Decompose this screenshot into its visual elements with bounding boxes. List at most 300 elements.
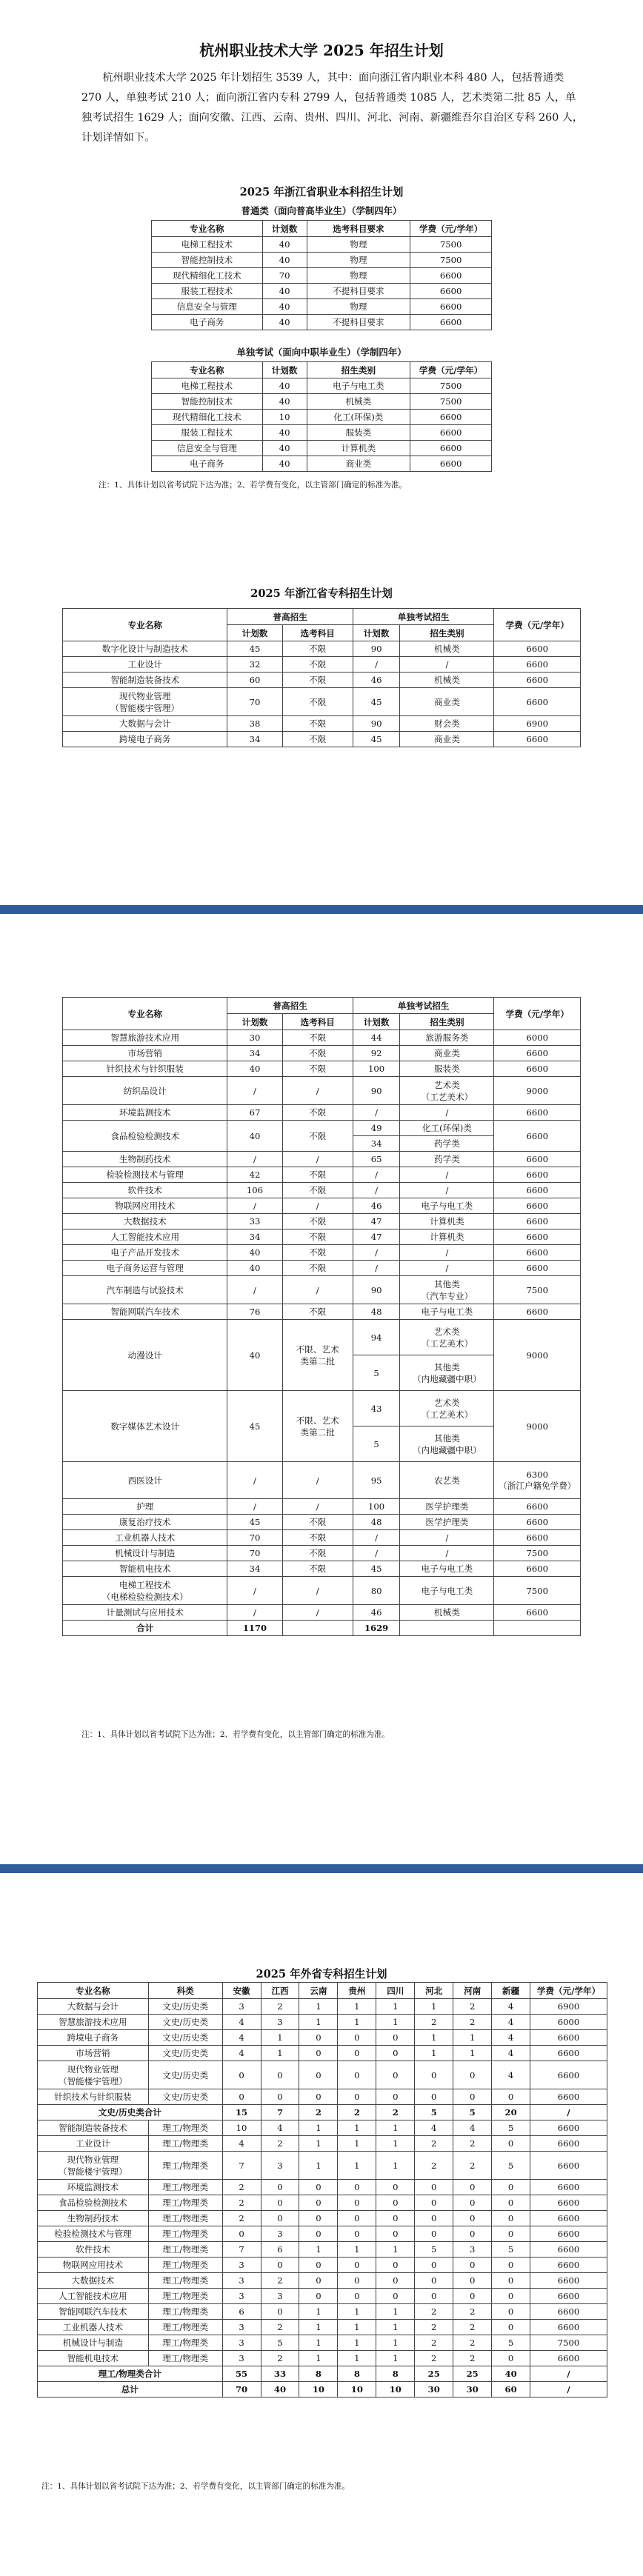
col-category: 招生类别 [400, 625, 494, 641]
table-cell: 电子与电工类 [307, 378, 410, 394]
table-cell: / [400, 657, 494, 673]
table-cell: 6 [222, 2304, 261, 2320]
table-cell: 1 [376, 2351, 415, 2366]
major-name: 电子商务 [152, 315, 263, 330]
table-cell: 不限 [282, 1167, 353, 1183]
table-cell: 44 [353, 1030, 400, 1046]
table-cell: / [400, 1167, 494, 1183]
table-cell: 40 [227, 1121, 282, 1152]
major-name: 智能制造装备技术 [38, 2120, 149, 2136]
table-cell: / [227, 1499, 282, 1515]
table-cell: 2 [376, 2105, 415, 2120]
table-cell: 7 [222, 2242, 261, 2258]
table-cell: 0 [376, 2226, 415, 2242]
table-cell: 9000 [494, 1320, 581, 1391]
col-single: 单独考试招生 [353, 998, 494, 1014]
table-cell: 2 [415, 2335, 453, 2351]
col-plan: 计划数 [353, 1014, 400, 1030]
table-cell: / [353, 1546, 400, 1561]
table-cell: 6600 [494, 657, 581, 673]
table-cell: 1 [299, 2152, 338, 2180]
table-cell: 1 [261, 2046, 299, 2061]
table-cell: 不限 [282, 1261, 353, 1276]
page-divider-1 [0, 905, 643, 914]
table-cell: 4 [453, 2120, 492, 2136]
table-cell: 理工/物理类 [148, 2120, 222, 2136]
column-header: 河南 [453, 1983, 492, 1999]
major-name: 针织技术与针织服装 [38, 2089, 149, 2105]
table-cell: 33 [227, 1214, 282, 1229]
table-cell: 0 [453, 2258, 492, 2273]
table-cell: 0 [492, 2211, 530, 2226]
table-cell: / [353, 1530, 400, 1546]
table-cell: 理工/物理类 [148, 2304, 222, 2320]
table-cell: 2 [453, 2335, 492, 2351]
table-row [63, 1261, 581, 1276]
table-cell: 0 [453, 2226, 492, 2242]
table-cell: 1 [376, 2120, 415, 2136]
table-cell: 0 [376, 2089, 415, 2105]
table-row [38, 2289, 607, 2304]
table-cell: / [400, 1183, 494, 1198]
table-cell: 0 [492, 2289, 530, 2304]
table-row [152, 410, 492, 425]
table-cell: 6600 [494, 1499, 581, 1515]
table-cell: 不限 [282, 1304, 353, 1320]
table-cell: 6600 [494, 732, 581, 747]
bachelor-general-table [151, 220, 492, 330]
table-cell: 4 [222, 2030, 261, 2046]
total-cell: 1170 [227, 1621, 282, 1636]
table-cell: 财会类 [400, 716, 494, 732]
table-cell: 6600 [530, 2304, 607, 2320]
table-cell: 物理 [307, 253, 410, 268]
table-cell: 2 [453, 2152, 492, 2180]
table-row [38, 2258, 607, 2273]
table-cell: 34 [227, 732, 282, 747]
table-cell: 不限 [282, 1546, 353, 1561]
column-header: 专业名称 [152, 362, 263, 378]
bachelor-general-subtitle: 普通类（面向普高毕业生）（学制四年） [241, 205, 402, 216]
table-cell: 0 [376, 2258, 415, 2273]
table-cell: 医学护理类 [400, 1515, 494, 1530]
table-cell: 6600 [530, 2089, 607, 2105]
table-cell: 1 [415, 2046, 453, 2061]
table-row [152, 237, 492, 253]
column-header: 选考科目要求 [307, 221, 410, 237]
table-cell: 40 [262, 237, 307, 253]
major-name: 针织技术与针织服装 [63, 1061, 227, 1077]
major-name: 跨境电子商务 [63, 732, 227, 747]
table-cell: 94 [353, 1320, 400, 1355]
table-row [63, 1183, 581, 1198]
table-cell: 1 [376, 2015, 415, 2030]
table-cell: 6600 [494, 1214, 581, 1229]
table-cell: 0 [453, 2273, 492, 2289]
col-name: 专业名称 [63, 609, 227, 641]
table-cell: 0 [299, 2226, 338, 2242]
major-name: 机械设计与制造 [63, 1546, 227, 1561]
table-row [38, 2242, 607, 2258]
table-cell: / [530, 2382, 607, 2398]
table-cell: 2 [261, 2351, 299, 2366]
table-cell: 46 [353, 1605, 400, 1621]
table-cell: / [227, 1605, 282, 1621]
table-cell: 6 [261, 2242, 299, 2258]
table-row [38, 2046, 607, 2061]
bachelor-single-subtitle: 单独考试（面向中职毕业生）（学制四年） [236, 347, 407, 358]
table-cell: 1 [299, 1999, 338, 2015]
table-cell: 理工/物理类 [148, 2242, 222, 2258]
major-name: 食品检验检测技术 [63, 1121, 227, 1152]
table-cell: 4 [222, 2046, 261, 2061]
column-header: 江西 [261, 1983, 299, 1999]
column-header: 河北 [415, 1983, 453, 1999]
table-cell: 2 [261, 2136, 299, 2152]
table-cell: 40 [262, 394, 307, 410]
table-cell: 7500 [410, 237, 492, 253]
table-cell: 2 [261, 2273, 299, 2289]
table-cell: 5 [492, 2335, 530, 2351]
major-name: 工业机器人技术 [38, 2320, 149, 2335]
table-cell: 电子与电工类 [400, 1577, 494, 1605]
table-cell: 0 [376, 2180, 415, 2195]
major-name: 汽车制造与试验技术 [63, 1276, 227, 1304]
table-row [38, 2136, 607, 2152]
table-cell: 1 [376, 2320, 415, 2335]
table-cell: / [353, 1105, 400, 1121]
table-cell: 0 [492, 2226, 530, 2242]
table-cell: 1 [453, 2046, 492, 2061]
table-cell: 40 [262, 441, 307, 456]
table-cell: 10 [262, 410, 307, 425]
table-cell: 0 [492, 2304, 530, 2320]
major-name: 现代物业管理 （智能楼宇管理） [38, 2061, 149, 2089]
page-1 [0, 0, 643, 911]
table-cell: 0 [415, 2226, 453, 2242]
table-cell: 不提科目要求 [307, 284, 410, 299]
table-cell: 90 [353, 641, 400, 657]
table-cell: 70 [227, 688, 282, 716]
table-row [63, 1152, 581, 1167]
table-cell: / [282, 1462, 353, 1499]
table-cell: 34 [227, 1229, 282, 1245]
intro-paragraph: 杭州职业技术大学 2025 年计划招生 3539 人，其中：面向浙江省内职业本科 480 人，包括普通类 270 人，单独考试 210 人；面向浙江省内专科 2799 人，包括普通类 1085 人，艺术类第二批 85 人，单独考试招生 1629 人；面向安徽、江西、云南、贵州、四川、河北、河南、新疆维吾尔自治区专科 260 人，计划详情如下。 [81, 72, 584, 144]
major-name: 电子商务 [152, 456, 263, 472]
major-name: 人工智能技术应用 [63, 1229, 227, 1245]
table-cell: 1 [299, 2304, 338, 2320]
table-cell: 3 [261, 2226, 299, 2242]
col-general: 普高招生 [227, 998, 353, 1014]
major-name: 智慧旅游技术应用 [38, 2015, 149, 2030]
table-cell: 0 [261, 2258, 299, 2273]
table-cell: 6600 [494, 673, 581, 688]
table-cell: 不限 [282, 1183, 353, 1198]
table-cell: / [400, 1530, 494, 1546]
table-cell: 0 [338, 2226, 376, 2242]
table-cell: 6600 [530, 2046, 607, 2061]
table-cell: 0 [376, 2195, 415, 2211]
table-cell: 3 [453, 2242, 492, 2258]
major-name: 大数据与会计 [38, 1999, 149, 2015]
table-cell: 0 [453, 2089, 492, 2105]
table-cell: 不限 [282, 1030, 353, 1046]
table-cell: 0 [376, 2061, 415, 2089]
table-cell: 不限 [282, 657, 353, 673]
table-cell: 不限 [282, 1229, 353, 1245]
table-cell: 25 [415, 2366, 453, 2382]
col-subject: 选考科目 [282, 625, 353, 641]
table-cell: 46 [353, 1198, 400, 1214]
table-cell: 45 [353, 1561, 400, 1577]
table-cell: 服装类 [400, 1061, 494, 1077]
table-cell: 6600 [530, 2061, 607, 2089]
table-cell: 商业类 [400, 732, 494, 747]
table-cell: 6600 [494, 1530, 581, 1546]
table-cell: 70 [227, 1546, 282, 1561]
table-cell: 不限 [282, 1046, 353, 1061]
table-row [63, 1530, 581, 1546]
table-cell: 0 [453, 2061, 492, 2089]
table-cell: 艺术类 （工艺美术） [400, 1320, 494, 1355]
table-cell: 40 [262, 425, 307, 441]
bachelor-single-table [151, 361, 492, 472]
table-cell: 机械类 [400, 1605, 494, 1621]
table-cell: 2 [415, 2136, 453, 2152]
major-name: 数字化设计与制造技术 [63, 641, 227, 657]
table-cell: 1 [338, 2304, 376, 2320]
table-cell: 42 [227, 1167, 282, 1183]
table-cell: 34 [227, 1046, 282, 1061]
major-name: 大数据与会计 [63, 716, 227, 732]
major-name: 纺织品设计 [63, 1077, 227, 1105]
major-name: 食品检验检测技术 [38, 2195, 149, 2211]
table-cell: 0 [415, 2180, 453, 2195]
major-name: 环境监测技术 [63, 1105, 227, 1121]
table-row [152, 394, 492, 410]
table-row [38, 2351, 607, 2366]
table-row [152, 299, 492, 315]
major-name: 计量测试与应用技术 [63, 1605, 227, 1621]
col-category: 招生类别 [400, 1014, 494, 1030]
table-cell: 0 [338, 2258, 376, 2273]
table-row [38, 2335, 607, 2351]
major-name: 电梯工程技术 （电梯检验检测技术） [63, 1577, 227, 1605]
table-cell: / [353, 1261, 400, 1276]
table-cell: 55 [222, 2366, 261, 2382]
table-cell: 1 [299, 2015, 338, 2030]
table-row [63, 1105, 581, 1121]
major-name: 智能制造装备技术 [63, 673, 227, 688]
major-name: 现代物业管理 （智能楼宇管理） [63, 688, 227, 716]
table-cell: 理工/物理类 [148, 2180, 222, 2195]
table-cell: 0 [299, 2289, 338, 2304]
major-name: 智慧旅游技术应用 [63, 1030, 227, 1046]
table-cell: 40 [262, 456, 307, 472]
table-cell: 理工/物理类 [148, 2351, 222, 2366]
table-cell: 0 [299, 2273, 338, 2289]
table-cell: 3 [222, 2258, 261, 2273]
table-cell: 3 [261, 2152, 299, 2180]
table-cell: 0 [415, 2195, 453, 2211]
total-row [38, 2105, 607, 2120]
table-row [152, 315, 492, 330]
major-name: 检验检测技术与管理 [38, 2226, 149, 2242]
table-cell: 6600 [494, 1167, 581, 1183]
table-cell: 3 [261, 2015, 299, 2030]
zhuanke-table-1 [62, 608, 581, 747]
major-name: 生物制药技术 [63, 1152, 227, 1167]
table-cell: / [282, 1499, 353, 1515]
table-cell: 计算机类 [400, 1229, 494, 1245]
col-general: 普高招生 [227, 609, 353, 625]
table-cell: 机械类 [400, 673, 494, 688]
table-row [63, 1304, 581, 1320]
table-cell: 15 [222, 2105, 261, 2120]
table-cell: 46 [353, 673, 400, 688]
table-row [63, 1577, 581, 1605]
table-row [38, 2030, 607, 2046]
table-cell: 旅游服务类 [400, 1030, 494, 1046]
table-cell: 5 [453, 2105, 492, 2120]
page-2 [0, 914, 643, 1866]
bachelor-title: 2025 年浙江省职业本科招生计划 [239, 186, 404, 198]
table-cell: 0 [338, 2046, 376, 2061]
table-cell: 0 [492, 2089, 530, 2105]
table-cell: 0 [299, 2180, 338, 2195]
table-cell: 2 [415, 2320, 453, 2335]
table-cell: 3 [222, 2335, 261, 2351]
table-cell: 5 [415, 2105, 453, 2120]
table-cell: 70 [262, 268, 307, 284]
table-cell: 不限 [282, 1561, 353, 1577]
major-name: 环境监测技术 [38, 2180, 149, 2195]
table-cell: 电子与电工类 [400, 1304, 494, 1320]
total-cell [494, 1621, 581, 1636]
table-row [63, 716, 581, 732]
table-cell: 理工/物理类 [148, 2335, 222, 2351]
table-cell: 0 [222, 2226, 261, 2242]
table-cell: 0 [261, 2304, 299, 2320]
major-name: 检验检测技术与管理 [63, 1167, 227, 1183]
table-cell: 10 [299, 2382, 338, 2398]
table-row [38, 2273, 607, 2289]
zhuanke-note: 注：1、具体计划以省考试院下达为准；2、若学费有变化，以主管部门确定的标准为准。 [81, 1730, 390, 1739]
major-name: 物联网应用技术 [38, 2258, 149, 2273]
table-cell: 6600 [494, 1561, 581, 1577]
table-cell: 6600 [410, 456, 492, 472]
table-cell: 6600 [530, 2242, 607, 2258]
table-row [63, 1320, 581, 1355]
table-cell: 不限 [282, 1105, 353, 1121]
table-cell: / [400, 1245, 494, 1261]
table-cell: 0 [338, 2030, 376, 2046]
total-cell: 1629 [353, 1621, 400, 1636]
table-cell: 6600 [410, 299, 492, 315]
table-cell: 5 [492, 2152, 530, 2180]
table-cell: 40 [262, 378, 307, 394]
table-cell: 1 [415, 1999, 453, 2015]
major-name: 软件技术 [38, 2242, 149, 2258]
table-cell: 6600 [410, 410, 492, 425]
table-cell: 6600 [410, 425, 492, 441]
table-row [63, 673, 581, 688]
table-cell: / [227, 1198, 282, 1214]
major-name: 康复治疗技术 [63, 1515, 227, 1530]
table-row [38, 2120, 607, 2136]
table-cell: 7 [261, 2105, 299, 2120]
table-cell: 商业类 [400, 1046, 494, 1061]
table-cell: 0 [299, 2061, 338, 2089]
table-cell: 0 [376, 2273, 415, 2289]
table-cell: 1 [338, 1999, 376, 2015]
table-cell: 不提科目要求 [307, 315, 410, 330]
table-cell: 2 [415, 2304, 453, 2320]
table-cell: 7500 [410, 253, 492, 268]
table-cell: 90 [353, 1077, 400, 1105]
table-cell: 0 [492, 2195, 530, 2211]
table-cell: 2 [222, 2211, 261, 2226]
col-subject: 选考科目 [282, 1014, 353, 1030]
column-header: 四川 [376, 1983, 415, 1999]
table-cell: 0 [299, 2211, 338, 2226]
column-header: 学费（元/学年） [530, 1983, 607, 1999]
table-row [63, 657, 581, 673]
table-cell: 6600 [530, 2120, 607, 2136]
table-cell: 7 [222, 2152, 261, 2180]
table-cell: 49 [353, 1121, 400, 1136]
table-cell: 1 [338, 2320, 376, 2335]
table-row [63, 1077, 581, 1105]
table-cell: 7500 [494, 1577, 581, 1605]
table-cell: 2 [415, 2152, 453, 2180]
table-cell: 30 [453, 2382, 492, 2398]
table-cell: 不限 [282, 641, 353, 657]
table-cell: 3 [261, 2289, 299, 2304]
table-cell: 文史/历史类 [148, 2089, 222, 2105]
table-cell: 6900 [494, 716, 581, 732]
table-cell: 1 [338, 2152, 376, 2180]
column-header: 新疆 [492, 1983, 530, 1999]
table-cell: 8 [338, 2366, 376, 2382]
table-row [38, 2211, 607, 2226]
table-cell: 80 [353, 1577, 400, 1605]
table-cell: 43 [353, 1391, 400, 1427]
table-cell: 1 [299, 2351, 338, 2366]
table-cell: 7500 [494, 1546, 581, 1561]
table-cell: 40 [262, 253, 307, 268]
major-name: 现代精细化工技术 [152, 268, 263, 284]
table-cell: 0 [222, 2061, 261, 2089]
major-name: 服装工程技术 [152, 425, 263, 441]
table-cell: 6000 [530, 2015, 607, 2030]
table-cell: 6600 [494, 1304, 581, 1320]
table-cell: 1 [338, 2136, 376, 2152]
table-cell: / [282, 1198, 353, 1214]
table-cell: 70 [222, 2382, 261, 2398]
table-cell: 4 [492, 2061, 530, 2089]
table-cell: 95 [353, 1462, 400, 1499]
table-cell: 0 [492, 2351, 530, 2366]
table-cell: 40 [227, 1261, 282, 1276]
table-cell: 1 [376, 2152, 415, 2180]
table-cell: 机械类 [400, 641, 494, 657]
table-cell: 92 [353, 1046, 400, 1061]
page-divider-2 [0, 1864, 643, 1873]
table-cell: 5 [492, 2242, 530, 2258]
table-cell: 2 [453, 1999, 492, 2015]
table-cell: 1 [376, 2304, 415, 2320]
